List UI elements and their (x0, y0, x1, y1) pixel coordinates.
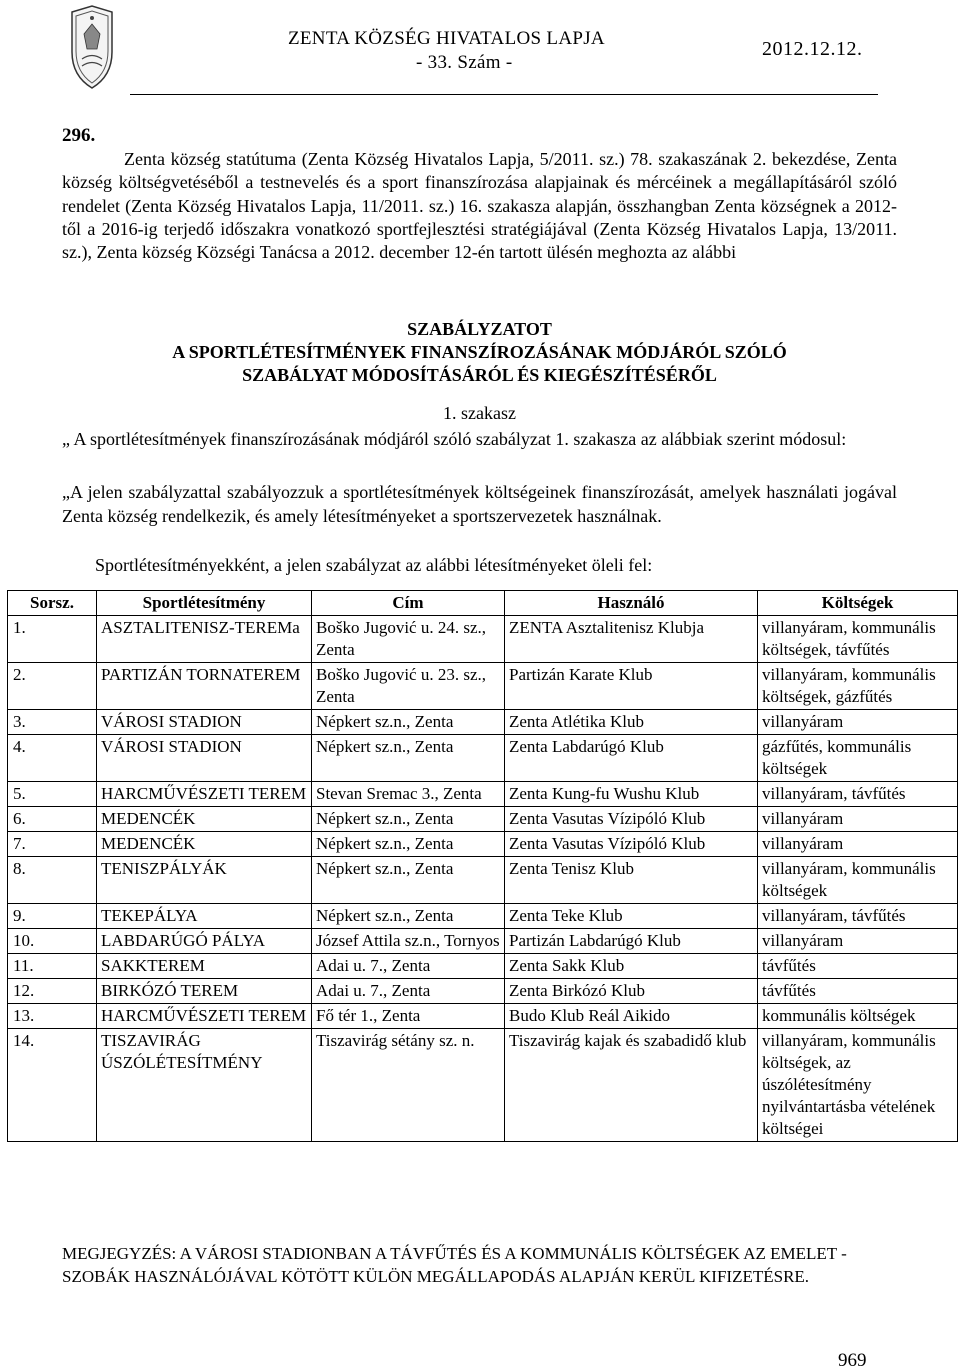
cell-facility: TENISZPÁLYÁK (97, 857, 312, 904)
table-header-row (8, 591, 958, 616)
cell-address: Boško Jugović u. 24. sz., Zenta (312, 616, 505, 663)
preamble-text: Zenta község statútuma (Zenta Község Hivatalos Lapja, 5/2011. sz.) 78. szakaszának 2. bekezdése, Zenta község költségvetéséből a testnevelés és a sport finanszírozása alapjainak és mércéinek a megállapításáról szóló rendelet (Zenta Község Hivatalos Lapja, 11/2011. sz.) 16. szakasza alapján, összhangban Zenta községnek a 2012-től a 2016-ig terjedő időszakra vonatkozó sportfejlesztési stratégiájával (Zenta Község Hivatalos Lapja, 13/2011. sz.), Zenta község Községi Tanácsa a 2012. december 12-én tartott ülésén meghozta az alábbi (62, 149, 897, 263)
cell-user: Zenta Teke Klub (505, 904, 758, 929)
cell-address: Népkert sz.n., Zenta (312, 710, 505, 735)
cell-number: 14. (8, 1029, 97, 1142)
col-header-facility: Sportlétesítmény (97, 591, 312, 616)
cell-costs: villanyáram, kommunális költségek, gázfűtés (758, 663, 958, 710)
footnote: MEGJEGYZÉS: A VÁROSI STADIONBAN A TÁVFŰTÉS ÉS A KOMMUNÁLIS KÖLTSÉGEK AZ EMELET - SZOBÁK HASZNÁLÓJÁVAL KÖTÖTT KÜLÖN MEGÁLLAPODÁS ALAPJÁN KERÜL KIFIZETÉSRE. (62, 1244, 847, 1286)
cell-user: Partizán Karate Klub (505, 663, 758, 710)
cell-costs: villanyáram (758, 807, 958, 832)
table-row (8, 616, 958, 663)
cell-number: 2. (8, 663, 97, 710)
table-row (8, 782, 958, 807)
cell-address: Adai u. 7., Zenta (312, 954, 505, 979)
coat-of-arms-icon (62, 4, 122, 92)
table-row (8, 710, 958, 735)
cell-address: Adai u. 7., Zenta (312, 979, 505, 1004)
table-row (8, 832, 958, 857)
cell-number: 13. (8, 1004, 97, 1029)
cell-user: Zenta Vasutas Vízipóló Klub (505, 807, 758, 832)
table-row (8, 929, 958, 954)
table-row (8, 904, 958, 929)
document-title: SZABÁLYZATOT (407, 319, 552, 339)
cell-facility: SAKKTEREM (97, 954, 312, 979)
cell-facility: BIRKÓZÓ TEREM (97, 979, 312, 1004)
cell-user: Zenta Labdarúgó Klub (505, 735, 758, 782)
cell-costs: villanyáram (758, 710, 958, 735)
cell-number: 5. (8, 782, 97, 807)
cell-facility: HARCMŰVÉSZETI TEREM (97, 782, 312, 807)
facilities-table (7, 590, 958, 1142)
header-rule (130, 94, 878, 95)
journal-title: ZENTA KÖZSÉG HIVATALOS LAPJA (288, 28, 605, 49)
cell-address: Népkert sz.n., Zenta (312, 857, 505, 904)
preamble (62, 148, 897, 264)
table-row (8, 807, 958, 832)
cell-address: Fő tér 1., Zenta (312, 1004, 505, 1029)
cell-facility: TISZAVIRÁG ÚSZÓLÉTESÍTMÉNY (97, 1029, 312, 1142)
cell-facility: LABDARÚGÓ PÁLYA (97, 929, 312, 954)
cell-address: Boško Jugović u. 23. sz., Zenta (312, 663, 505, 710)
cell-user: Zenta Birkózó Klub (505, 979, 758, 1004)
page-header (0, 0, 960, 100)
amendment-paragraph: „ A sportlétesítmények finanszírozásának módjáról szóló szabályzat 1. szakasza az alábbiak szerint módosul: (62, 429, 847, 449)
cell-number: 4. (8, 735, 97, 782)
facilities-intro: Sportlétesítményekként, a jelen szabályzat az alábbi létesítményeket öleli fel: (95, 555, 653, 575)
cell-user: Budo Klub Reál Aikido (505, 1004, 758, 1029)
table-body (8, 616, 958, 1142)
table-row (8, 1029, 958, 1142)
cell-user: Zenta Kung-fu Wushu Klub (505, 782, 758, 807)
cell-address: Stevan Sremac 3., Zenta (312, 782, 505, 807)
cell-number: 8. (8, 857, 97, 904)
cell-address: Népkert sz.n., Zenta (312, 832, 505, 857)
cell-user: Zenta Sakk Klub (505, 954, 758, 979)
col-header-address: Cím (312, 591, 505, 616)
cell-address: Tiszavirág sétány sz. n. (312, 1029, 505, 1142)
cell-costs: villanyáram, távfűtés (758, 904, 958, 929)
cell-user: ZENTA Asztalitenisz Klubja (505, 616, 758, 663)
cell-address: Népkert sz.n., Zenta (312, 904, 505, 929)
cell-number: 12. (8, 979, 97, 1004)
cell-address: Népkert sz.n., Zenta (312, 735, 505, 782)
cell-user: Zenta Vasutas Vízipóló Klub (505, 832, 758, 857)
cell-facility: HARCMŰVÉSZETI TEREM (97, 1004, 312, 1029)
cell-facility: MEDENCÉK (97, 832, 312, 857)
cell-number: 9. (8, 904, 97, 929)
cell-costs: gázfűtés, kommunális költségek (758, 735, 958, 782)
col-header-number: Sorsz. (8, 591, 97, 616)
page-number: 969 (838, 1350, 867, 1371)
cell-costs: távfűtés (758, 979, 958, 1004)
cell-user: Zenta Atlétika Klub (505, 710, 758, 735)
table-row (8, 735, 958, 782)
cell-number: 11. (8, 954, 97, 979)
cell-costs: villanyáram, kommunális költségek, az úszólétesítmény nyilvántartásba vételének költségei (758, 1029, 958, 1142)
col-header-costs: Költségek (758, 591, 958, 616)
cell-facility: ASZTALITENISZ-TEREMa (97, 616, 312, 663)
cell-costs: villanyáram (758, 929, 958, 954)
cell-costs: távfűtés (758, 954, 958, 979)
cell-number: 10. (8, 929, 97, 954)
cell-costs: villanyáram (758, 832, 958, 857)
cell-user: Tiszavirág kajak és szabadidő klub (505, 1029, 758, 1142)
cell-number: 6. (8, 807, 97, 832)
issue-number: - 33. Szám - (416, 52, 513, 73)
cell-user: Zenta Tenisz Klub (505, 857, 758, 904)
issue-date: 2012.12.12. (762, 38, 863, 60)
table-row (8, 979, 958, 1004)
cell-facility: TEKEPÁLYA (97, 904, 312, 929)
cell-number: 3. (8, 710, 97, 735)
cell-costs: villanyáram, távfűtés (758, 782, 958, 807)
table-row (8, 663, 958, 710)
cell-address: József Attila sz.n., Tornyos (312, 929, 505, 954)
table-row (8, 857, 958, 904)
document-subtitle-line2: SZABÁLYAT MÓDOSÍTÁSÁRÓL ÉS KIEGÉSZÍTÉSÉRŐL (242, 365, 717, 385)
cell-facility: VÁROSI STADION (97, 710, 312, 735)
section-heading: 1. szakasz (443, 403, 516, 423)
col-header-user: Használó (505, 591, 758, 616)
table-row (8, 954, 958, 979)
cell-costs: villanyáram, kommunális költségek (758, 857, 958, 904)
resolution-number: 296. (62, 125, 96, 146)
cell-costs: villanyáram, kommunális költségek, távfűtés (758, 616, 958, 663)
cell-facility: MEDENCÉK (97, 807, 312, 832)
document-subtitle-line1: A SPORTLÉTESÍTMÉNYEK FINANSZÍROZÁSÁNAK MÓDJÁRÓL SZÓLÓ (172, 342, 787, 362)
cell-facility: PARTIZÁN TORNATEREM (97, 663, 312, 710)
cell-address: Népkert sz.n., Zenta (312, 807, 505, 832)
table-row (8, 1004, 958, 1029)
cell-number: 7. (8, 832, 97, 857)
cell-facility: VÁROSI STADION (97, 735, 312, 782)
cell-costs: kommunális költségek (758, 1004, 958, 1029)
cell-number: 1. (8, 616, 97, 663)
cell-user: Partizán Labdarúgó Klub (505, 929, 758, 954)
regulation-paragraph: „A jelen szabályzattal szabályozzuk a sportlétesítmények költségeinek finanszírozását, amelyek használati jogával Zenta község rendelkezik, és amely létesítményeket a sportszervezetek használnak. (62, 482, 897, 526)
